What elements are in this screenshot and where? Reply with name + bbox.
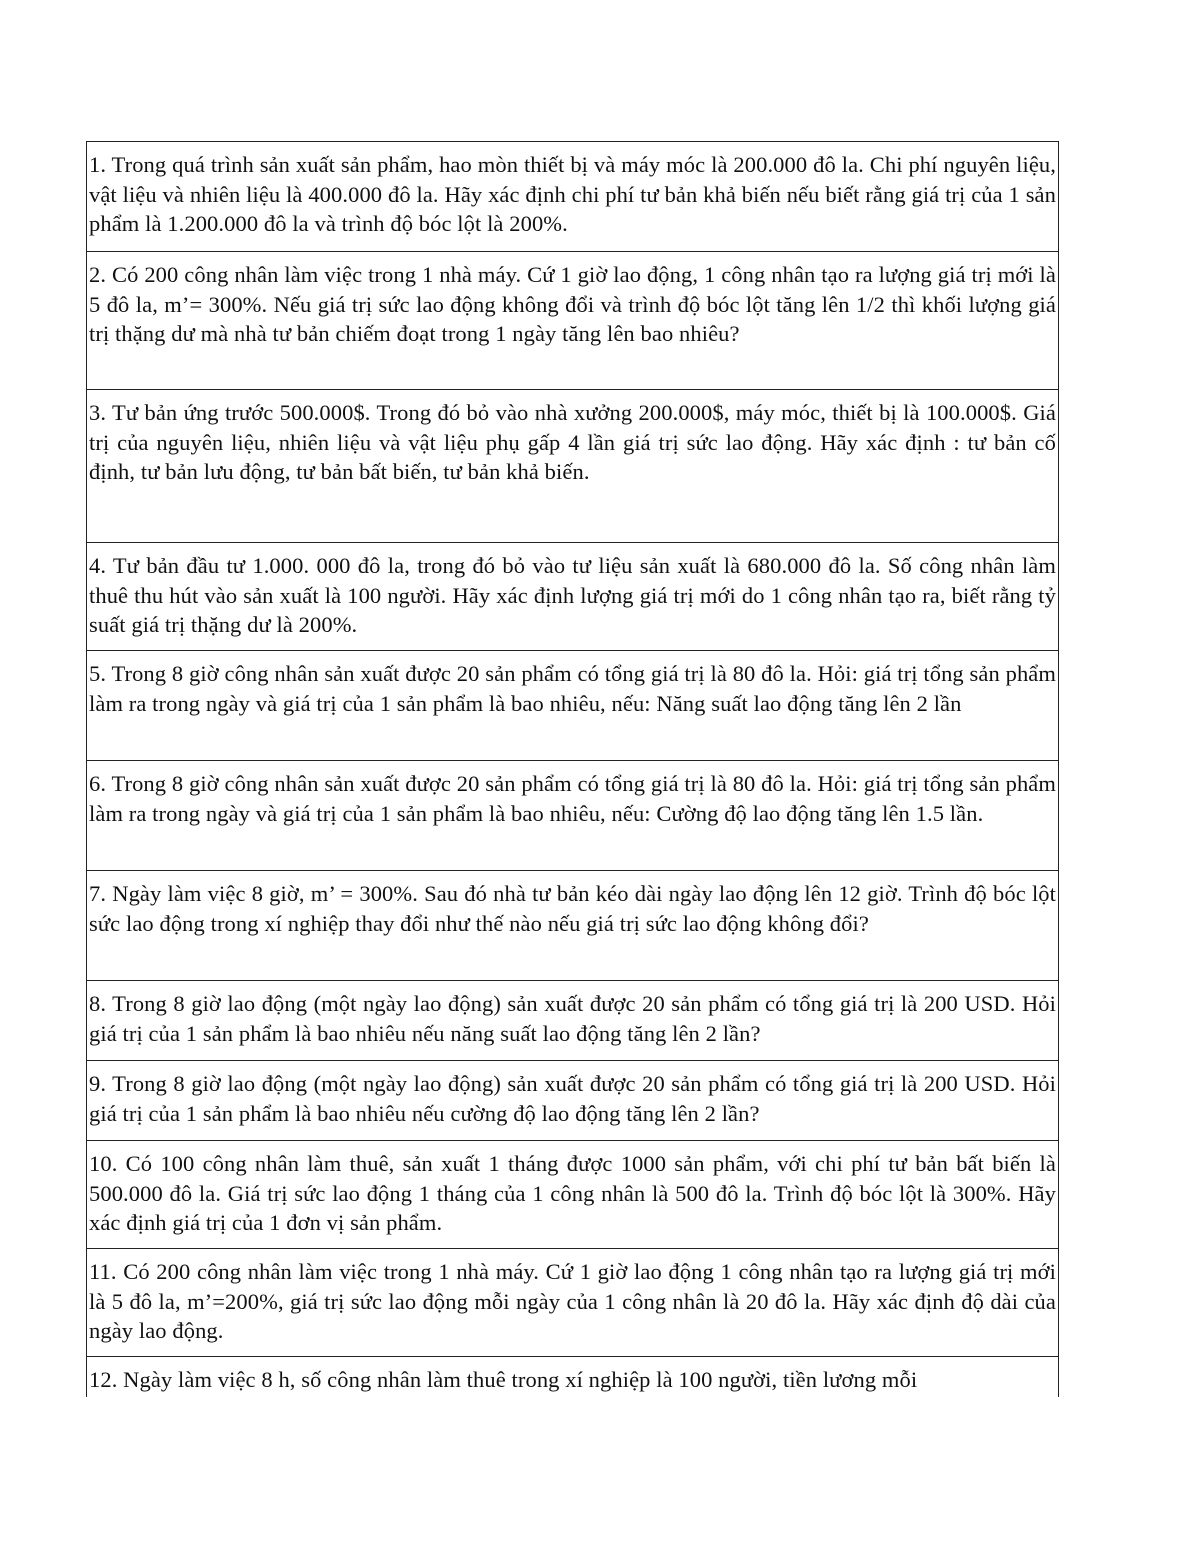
problem-row-1 [87,142,1058,252]
problem-row-8 [87,981,1058,1061]
problem-row-3 [87,390,1058,543]
problem-table [86,141,1059,1397]
problem-text: 1. Trong quá trình sản xuất sản phẩm, hao mòn thiết bị và máy móc là 200.000 đô la. Chi phí nguyên liệu, vật liệu và nhiên liệu là 400.000 đô la. Hãy xác định chi phí tư bản khả biến nếu biết rằng giá trị của 1 sản phẩm là 1.200.000 đô la và trình độ bóc lột là 200%. [89,152,1056,236]
problem-text: 12. Ngày làm việc 8 h, số công nhân làm thuê trong xí nghiệp là 100 người, tiền lương mỗi [89,1367,918,1392]
problem-row-5 [87,651,1058,761]
problem-row-2 [87,252,1058,390]
problem-row-11 [87,1249,1058,1357]
problem-row-9 [87,1061,1058,1141]
problem-text: 2. Có 200 công nhân làm việc trong 1 nhà máy. Cứ 1 giờ lao động, 1 công nhân tạo ra lượng giá trị mới là 5 đô la, m’= 300%. Nếu giá trị sức lao động không đổi và trình độ bóc lột tăng lên 1/2 thì khối lượng giá trị thặng dư mà nhà tư bản chiếm đoạt trong 1 ngày tăng lên bao nhiêu? [89,262,1056,346]
problem-text: 4. Tư bản đầu tư 1.000. 000 đô la, trong đó bỏ vào tư liệu sản xuất là 680.000 đô la. Số công nhân làm thuê thu hút vào sản xuất là 100 người. Hãy xác định lượng giá trị mới do 1 công nhân tạo ra, biết rằng tỷ suất giá trị thặng dư là 200%. [89,553,1056,637]
problem-text: 10. Có 100 công nhân làm thuê, sản xuất 1 tháng được 1000 sản phẩm, với chi phí tư bản bất biến là 500.000 đô la. Giá trị sức lao động 1 tháng của 1 công nhân là 500 đô la. Trình độ bóc lột là 300%. Hãy xác định giá trị của 1 đơn vị sản phẩm. [89,1151,1056,1235]
problem-text: 9. Trong 8 giờ lao động (một ngày lao động) sản xuất được 20 sản phẩm có tổng giá trị là 200 USD. Hỏi giá trị của 1 sản phẩm là bao nhiêu nếu cường độ lao động tăng lên 2 lần? [89,1071,1056,1126]
problem-text: 6. Trong 8 giờ công nhân sản xuất được 20 sản phẩm có tổng giá trị là 80 đô la. Hỏi: giá trị tổng sản phẩm làm ra trong ngày và giá trị của 1 sản phẩm là bao nhiêu, nếu: Cường độ lao động tăng lên 1.5 lần. [89,771,1056,826]
problem-row-7 [87,871,1058,981]
problem-text: 11. Có 200 công nhân làm việc trong 1 nhà máy. Cứ 1 giờ lao động 1 công nhân tạo ra lượng giá trị mới là 5 đô la, m’=200%, giá trị sức lao động mỗi ngày của 1 công nhân là 20 đô la. Hãy xác định độ dài của ngày lao động. [89,1259,1056,1343]
problem-row-10 [87,1141,1058,1249]
problem-row-6 [87,761,1058,871]
problem-text: 3. Tư bản ứng trước 500.000$. Trong đó bỏ vào nhà xưởng 200.000$, máy móc, thiết bị là 100.000$. Giá trị của nguyên liệu, nhiên liệu và vật liệu phụ gấp 4 lần giá trị sức lao động. Hãy xác định : tư bản cố định, tư bản lưu động, tư bản bất biến, tư bản khả biến. [89,400,1056,484]
problem-text: 7. Ngày làm việc 8 giờ, m’ = 300%. Sau đó nhà tư bản kéo dài ngày lao động lên 12 giờ. Trình độ bóc lột sức lao động trong xí nghiệp thay đổi như thế nào nếu giá trị sức lao động không đổi? [89,881,1056,936]
problem-row-4 [87,543,1058,651]
problem-row-12 [87,1357,1058,1397]
problem-text: 5. Trong 8 giờ công nhân sản xuất được 20 sản phẩm có tổng giá trị là 80 đô la. Hỏi: giá trị tổng sản phẩm làm ra trong ngày và giá trị của 1 sản phẩm là bao nhiêu, nếu: Năng suất lao động tăng lên 2 lần [89,661,1056,716]
problem-text: 8. Trong 8 giờ lao động (một ngày lao động) sản xuất được 20 sản phẩm có tổng giá trị là 200 USD. Hỏi giá trị của 1 sản phẩm là bao nhiêu nếu năng suất lao động tăng lên 2 lần? [89,991,1056,1046]
